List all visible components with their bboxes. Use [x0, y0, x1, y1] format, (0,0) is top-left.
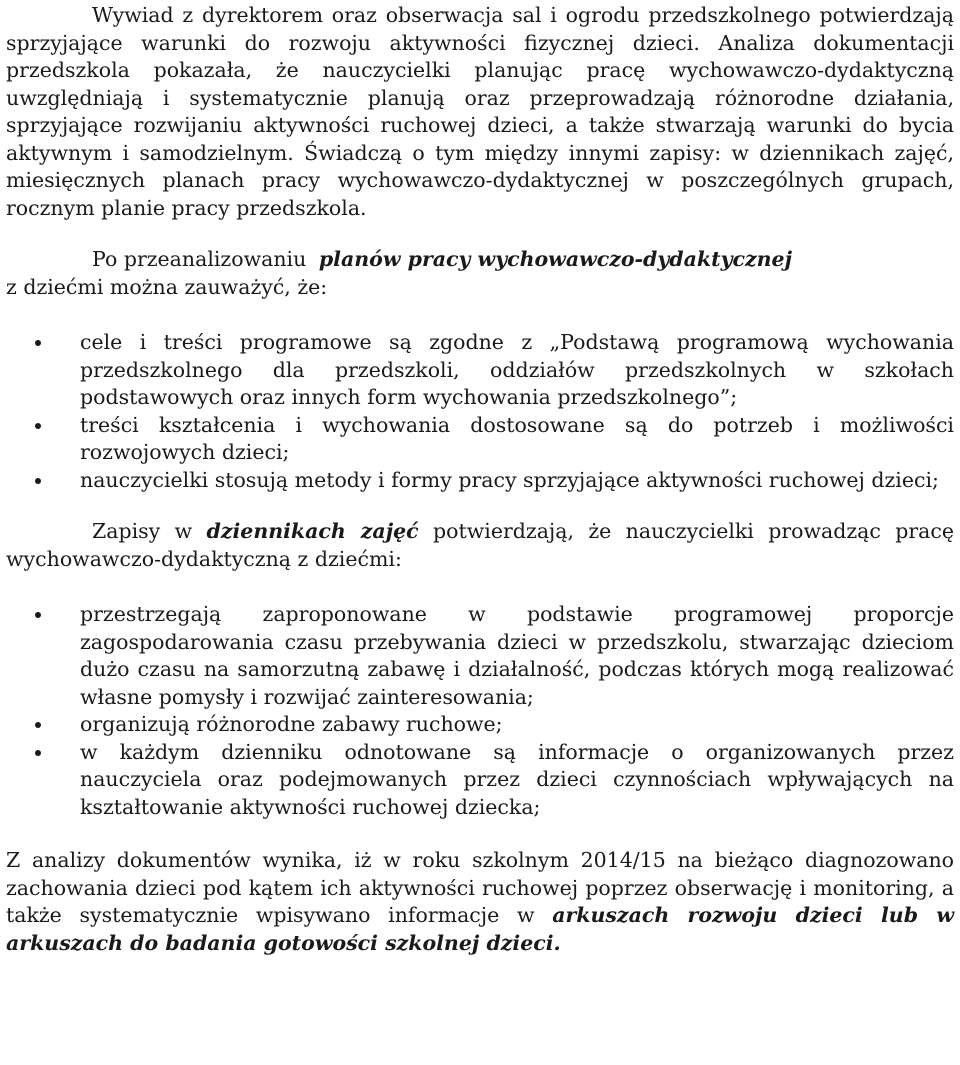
paragraph-journals-lead: Zapisy w — [92, 519, 193, 543]
paragraph-plans — [6, 246, 954, 301]
paragraph-analysis-emphasis: arkuszach rozwoju dzieci lub w arkuszach do badania gotowości szkolnej dzieci. — [6, 903, 954, 955]
plans-findings-list — [6, 329, 954, 494]
paragraph-plans-emphasis: planów pracy wychowawczo-dydaktycznej — [318, 247, 792, 271]
paragraph-analysis — [6, 847, 954, 957]
list-item: treści kształcenia i wychowania dostosowane są do potrzeb i możliwości rozwojowych dzieci; — [80, 412, 954, 467]
list-item: przestrzegają zaproponowane w podstawie programowej proporcje zagospodarowania czasu przebywania dzieci w przedszkolu, stwarzając dzieciom dużo czasu na samorzutną zabawę i działalność, podczas których mogą realizować własne pomysły i rozwijać zainteresowania; — [80, 601, 954, 711]
paragraph-journals — [6, 518, 954, 573]
list-item: cele i treści programowe są zgodne z „Podstawą programową wychowania przedszkolnego dla przedszkoli, oddziałów przedszkolnych w szkołach podstawowych oraz innych form wychowania przedszkolnego”; — [80, 329, 954, 412]
paragraph-journals-tail: potwierdzają, że nauczycielki prowadząc pracę wychowawczo-dydaktyczną z dziećmi: — [6, 519, 954, 571]
paragraph-journals-emphasis: dziennikach zajęć — [206, 519, 419, 543]
journals-findings-list — [6, 601, 954, 821]
paragraph-plans-lead: Po przeanalizowaniu — [92, 247, 307, 271]
paragraph-analysis-lead: Z analizy dokumentów wynika, iż w roku szkolnym 2014/15 na bieżąco diagnozowano zachowania dzieci pod kątem ich aktywności ruchowej poprzez obserwację i monitoring, a także systematycznie wpisywano informacje w — [6, 848, 954, 927]
paragraph-intro: Wywiad z dyrektorem oraz obserwacja sal i ogrodu przedszkolnego potwierdzają sprzyjające warunki do rozwoju aktywności fizycznej dzieci. Analiza dokumentacji przedszkola pokazała, że nauczycielki planując pracę wychowawczo-dydaktyczną uwzględniają i systematycznie planują oraz przeprowadzają różnorodne działania, sprzyjające rozwijaniu aktywności ruchowej dzieci, a także stwarzają warunki do bycia aktywnym i samodzielnym. Świadczą o tym między innymi zapisy: w dziennikach zajęć, miesięcznych planach pracy wychowawczo-dydaktycznej w poszczególnych grupach, rocznym planie pracy przedszkola. — [6, 3, 954, 220]
list-item: w każdym dzienniku odnotowane są informacje o organizowanych przez nauczyciela oraz podejmowanych przez dzieci czynnościach wpływających na kształtowanie aktywności ruchowej dziecka; — [80, 739, 954, 822]
list-item: nauczycielki stosują metody i formy pracy sprzyjające aktywności ruchowej dzieci; — [80, 467, 954, 495]
list-item: organizują różnorodne zabawy ruchowe; — [80, 711, 954, 739]
paragraph-plans-tail: z dziećmi można zauważyć, że: — [6, 274, 328, 299]
